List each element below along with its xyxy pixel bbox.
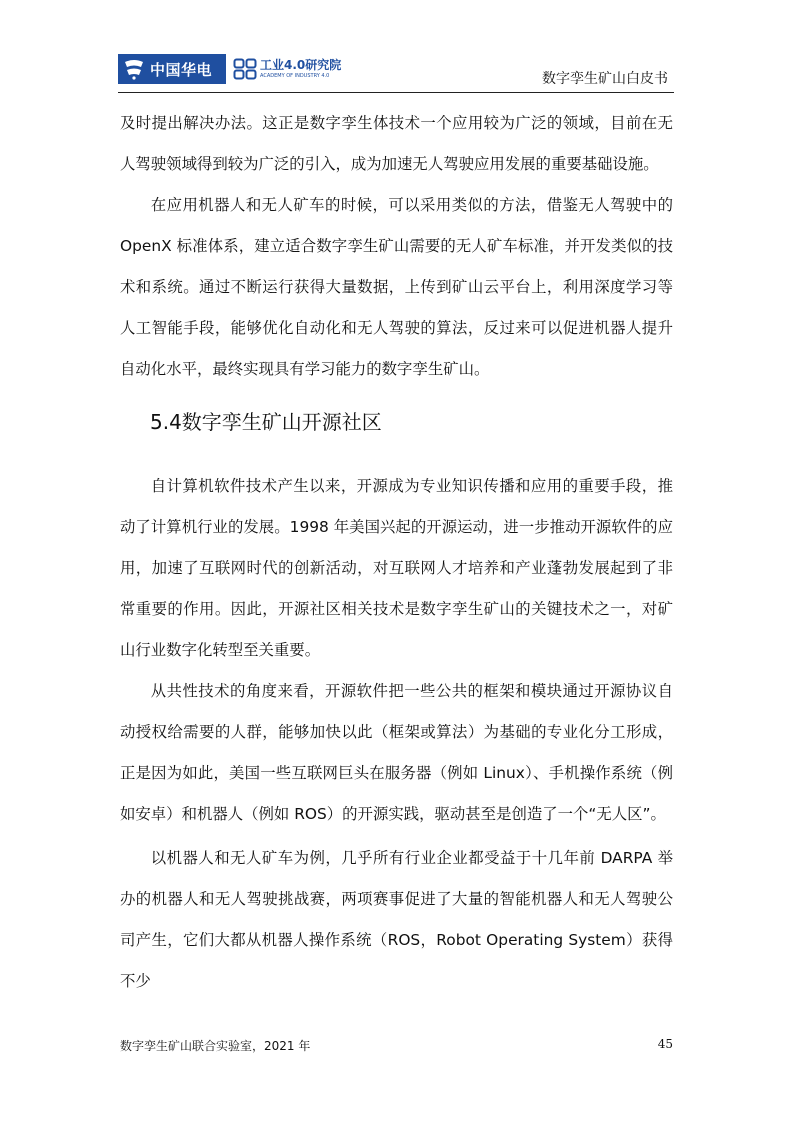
- document-title: 数字孪生矿山白皮书: [542, 71, 668, 87]
- huadian-logo: [118, 54, 226, 84]
- body-paragraph: 从共性技术的角度来看，开源软件把一些公共的框架和模块通过开源协议自动授权给需要的人群，能够加快以此（框架或算法）为基础的专业化分工形成，正是因为如此，美国一些互联网巨头在服务器（例如 Linux）、手机操作系统（例如安卓）和机器人（例如 ROS）的开源实践，驱动甚至是创造了一个“无人区”。: [120, 682, 673, 823]
- academy-logo-title: 工业4.0研究院: [260, 58, 342, 72]
- page-header: [118, 50, 674, 93]
- section-heading: 5.4数字孪生矿山开源社区: [150, 410, 382, 434]
- huadian-emblem-icon: [122, 58, 146, 80]
- body-paragraph: 以机器人和无人矿车为例，几乎所有行业企业都受益于十几年前 DARPA 举办的机器人和无人驾驶挑战赛，两项赛事促进了大量的智能机器人和无人驾驶公司产生，它们大都从机器人操作系统（ROS，Robot Operating System）获得不少: [120, 849, 673, 990]
- academy-logo-subtitle: ACADEMY OF INDUSTRY 4.0: [260, 73, 330, 79]
- body-paragraph: 及时提出解决办法。这正是数字孪生体技术一个应用较为广泛的领域，目前在无人驾驶领域得到较为广泛的引入，成为加速无人驾驶应用发展的重要基础设施。: [120, 114, 673, 173]
- page-number: 45: [657, 1037, 673, 1051]
- body-paragraph: 自计算机软件技术产生以来，开源成为专业知识传播和应用的重要手段，推动了计算机行业的发展。1998 年美国兴起的开源运动，进一步推动开源软件的应用，加速了互联网时代的创新活动，对互联网人才培养和产业蓬勃发展起到了非常重要的作用。因此，开源社区相关技术是数字孪生矿山的关键技术之一，对矿山行业数字化转型至关重要。: [120, 477, 673, 659]
- footer-organization: 数字孪生矿山联合实验室，2021 年: [120, 1039, 311, 1053]
- academy-logo: [233, 56, 342, 84]
- huadian-logo-text: 中国华电: [150, 60, 213, 79]
- academy-emblem-icon: [233, 58, 257, 80]
- body-paragraph: 在应用机器人和无人矿车的时候，可以采用类似的方法，借鉴无人驾驶中的OpenX 标准体系，建立适合数字孪生矿山需要的无人矿车标准，并开发类似的技术和系统。通过不断运行获得大量数据，上传到矿山云平台上，利用深度学习等人工智能手段，能够优化自动化和无人驾驶的算法，反过来可以促进机器人提升自动化水平，最终实现具有学习能力的数字孪生矿山。: [120, 196, 673, 378]
